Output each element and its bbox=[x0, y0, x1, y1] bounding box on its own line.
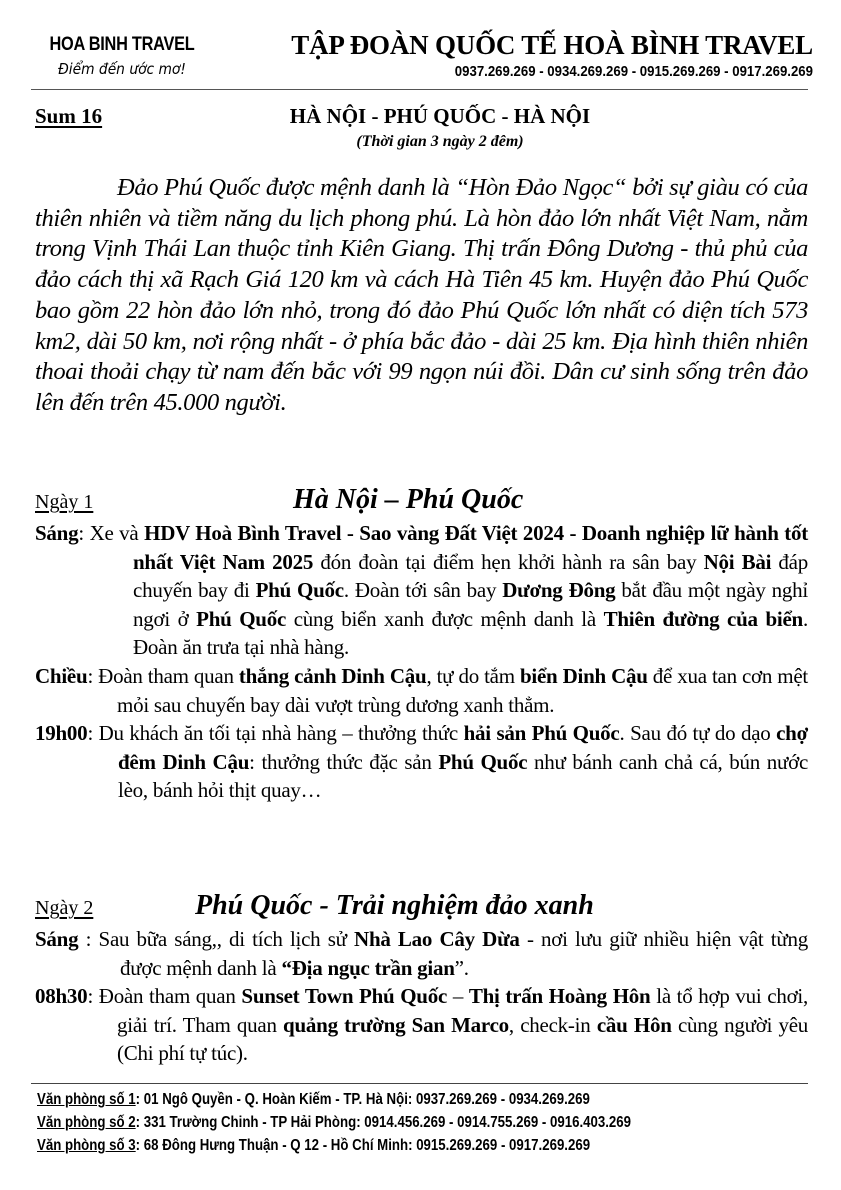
intro-paragraph: Đảo Phú Quốc được mệnh danh là “Hòn Đảo Ngọc“ bởi sự giàu có của thiên nhiên và tiềm năng du lịch phong phú. Là hòn đảo lớn nhất Việt Nam, nằm trong Vịnh Thái Lan thuộc tỉnh Kiên Giang. Thị trấn Đông Dương - thủ phủ của đảo cách thị xã Rạch Giá 120 km và cách Hà Tiên 45 km. Huyện đảo Phú Quốc bao gồm 22 hòn đảo lớn nhỏ, trong đó đảo Phú Quốc lớn nhất có diện tích 573 km2, dài 50 km, nơi rộng nhất - ở phía bắc đảo - dài 25 km. Địa hình thiên nhiên thoai thoải chạy từ nam đến bắc với 99 ngọn núi đồi. Dân cư sinh sống trên đảo lên đến trên 45.000 người. bbox=[35, 174, 808, 416]
office-label: Văn phòng số 3 bbox=[37, 1137, 136, 1154]
day1-label: Ngày 1 bbox=[35, 491, 94, 513]
schedule-text: Đoàn tham quan bbox=[98, 984, 242, 1009]
office-row bbox=[37, 1111, 700, 1134]
highlight-text: Phú Quốc bbox=[255, 578, 344, 603]
highlight-text: Thị trấn Hoàng Hôn bbox=[468, 984, 651, 1009]
day1-schedule bbox=[35, 519, 808, 805]
schedule-text: bắt đầu một ngày nghỉ ngơi ở bbox=[133, 578, 809, 631]
highlight-text: Nội Bài bbox=[703, 549, 772, 574]
office-details: : 331 Trường Chinh - TP Hải Phòng: 0914.456.269 - 0914.755.269 - 0916.403.269 bbox=[135, 1114, 632, 1131]
day1-title: Hà Nội – Phú Quốc bbox=[293, 484, 524, 515]
highlight-text: quảng trường San Marco bbox=[283, 1012, 509, 1037]
schedule-text: Đoàn tham quan bbox=[98, 663, 239, 688]
highlight-text: HDV Hoà Bình Travel - Sao vàng Đất Việt 2024 - Doanh nghiệp lữ hành tốt nhất Việt Nam 2025 bbox=[133, 521, 809, 574]
schedule-text: , check-in bbox=[508, 1012, 597, 1037]
label-separator: : bbox=[87, 663, 99, 688]
schedule-text: cùng người yêu (Chi phí tự túc). bbox=[117, 1012, 809, 1066]
highlight-text: Thiên đường của biển bbox=[603, 606, 803, 631]
schedule-text: như bánh canh chả cá, bún nước lèo, bánh hỏi thịt quay… bbox=[118, 749, 809, 803]
schedule-text: - nơi lưu giữ nhiều hiện vật từng được mệnh danh là bbox=[120, 927, 808, 980]
time-label: Sáng bbox=[35, 927, 79, 951]
highlight-text: Sunset Town Phú Quốc bbox=[241, 984, 448, 1009]
tour-title: HÀ NỘI - PHÚ QUỐC - HÀ NỘI bbox=[289, 104, 591, 128]
office-row bbox=[37, 1088, 700, 1111]
schedule-text: . Sau đó tự do dạo bbox=[619, 721, 777, 746]
schedule-text: ”. bbox=[454, 955, 469, 980]
time-label: Sáng bbox=[35, 521, 79, 545]
schedule-text: để xua tan cơn mệt mỏi sau chuyến bay dài vượt trùng dương xanh thẳm. bbox=[117, 663, 809, 717]
corporation-name: TẬP ĐOÀN QUỐC TẾ HOÀ BÌNH TRAVEL bbox=[291, 30, 813, 60]
highlight-text: Phú Quốc bbox=[438, 749, 528, 774]
schedule-item bbox=[35, 719, 808, 805]
schedule-item bbox=[35, 519, 808, 662]
schedule-text: Du khách ăn tối tại nhà hàng – thưởng thức bbox=[98, 721, 464, 746]
day2-schedule bbox=[35, 925, 808, 1068]
hotline-numbers: 0937.269.269 - 0934.269.269 - 0915.269.269 - 0917.269.269 bbox=[454, 63, 813, 80]
highlight-text: hải sản Phú Quốc bbox=[463, 721, 620, 746]
label-separator: : bbox=[87, 984, 99, 1009]
footer-divider bbox=[31, 1083, 808, 1084]
day2-heading bbox=[35, 890, 808, 922]
schedule-text: : thưởng thức đặc sản bbox=[249, 749, 439, 774]
brand-name: HOA BINH TRAVEL bbox=[49, 34, 195, 55]
corporation-block bbox=[185, 30, 813, 80]
header-divider bbox=[31, 89, 808, 90]
schedule-text: , tự do tắm bbox=[426, 663, 520, 688]
highlight-text: Phú Quốc bbox=[196, 606, 287, 631]
office-row bbox=[37, 1134, 700, 1157]
office-details: : 01 Ngô Quyền - Q. Hoàn Kiếm - TP. Hà Nội: 0937.269.269 - 0934.269.269 bbox=[135, 1091, 590, 1108]
schedule-text: là tổ hợp vui chơi, giải trí. Tham quan bbox=[117, 984, 809, 1037]
highlight-text: chợ đêm Dinh Cậu bbox=[118, 721, 808, 774]
schedule-item bbox=[35, 662, 808, 719]
highlight-text: Nhà Lao Cây Dừa bbox=[354, 927, 520, 951]
day1-heading bbox=[35, 484, 808, 516]
time-label: 19h00 bbox=[35, 721, 88, 746]
office-addresses bbox=[37, 1088, 812, 1157]
tour-code: Sum 16 bbox=[35, 104, 103, 128]
office-label: Văn phòng số 1 bbox=[37, 1091, 136, 1108]
schedule-text: – bbox=[447, 984, 469, 1009]
tour-duration: (Thời gian 3 ngày 2 đêm) bbox=[356, 133, 524, 150]
label-separator: : bbox=[78, 521, 90, 545]
label-separator: : bbox=[78, 927, 99, 951]
time-label: Chiều bbox=[35, 663, 88, 688]
highlight-text: Dương Đông bbox=[502, 578, 616, 603]
schedule-text: đáp chuyến bay đi bbox=[133, 549, 809, 603]
schedule-text: cùng biển xanh được mệnh danh là bbox=[286, 606, 604, 631]
office-label: Văn phòng số 2 bbox=[37, 1114, 136, 1131]
label-separator: : bbox=[87, 721, 99, 746]
schedule-text: . Đoàn ăn trưa tại nhà hàng. bbox=[133, 606, 808, 660]
day2-title: Phú Quốc - Trải nghiệm đảo xanh bbox=[195, 890, 594, 921]
schedule-item bbox=[35, 982, 808, 1068]
day2-label: Ngày 2 bbox=[35, 897, 94, 919]
highlight-text: biển Dinh Cậu bbox=[519, 663, 648, 688]
schedule-item bbox=[35, 925, 808, 982]
schedule-text: Xe và bbox=[89, 521, 145, 545]
highlight-text: thắng cảnh Dinh Cậu bbox=[238, 663, 427, 688]
schedule-text: Sau bữa sáng,, di tích lịch sử bbox=[98, 927, 355, 951]
office-details: : 68 Đông Hưng Thuận - Q 12 - Hồ Chí Minh: 0915.269.269 - 0917.269.269 bbox=[135, 1137, 591, 1154]
schedule-text: . Đoàn tới sân bay bbox=[343, 578, 503, 603]
schedule-text: đón đoàn tại điểm hẹn khởi hành ra sân bay bbox=[313, 549, 704, 574]
highlight-text: cầu Hôn bbox=[596, 1012, 672, 1037]
highlight-text: “Địa ngục trần gian bbox=[281, 955, 455, 980]
time-label: 08h30 bbox=[35, 984, 88, 1009]
brand-slogan: Điểm đến ước mơ! bbox=[58, 60, 186, 78]
